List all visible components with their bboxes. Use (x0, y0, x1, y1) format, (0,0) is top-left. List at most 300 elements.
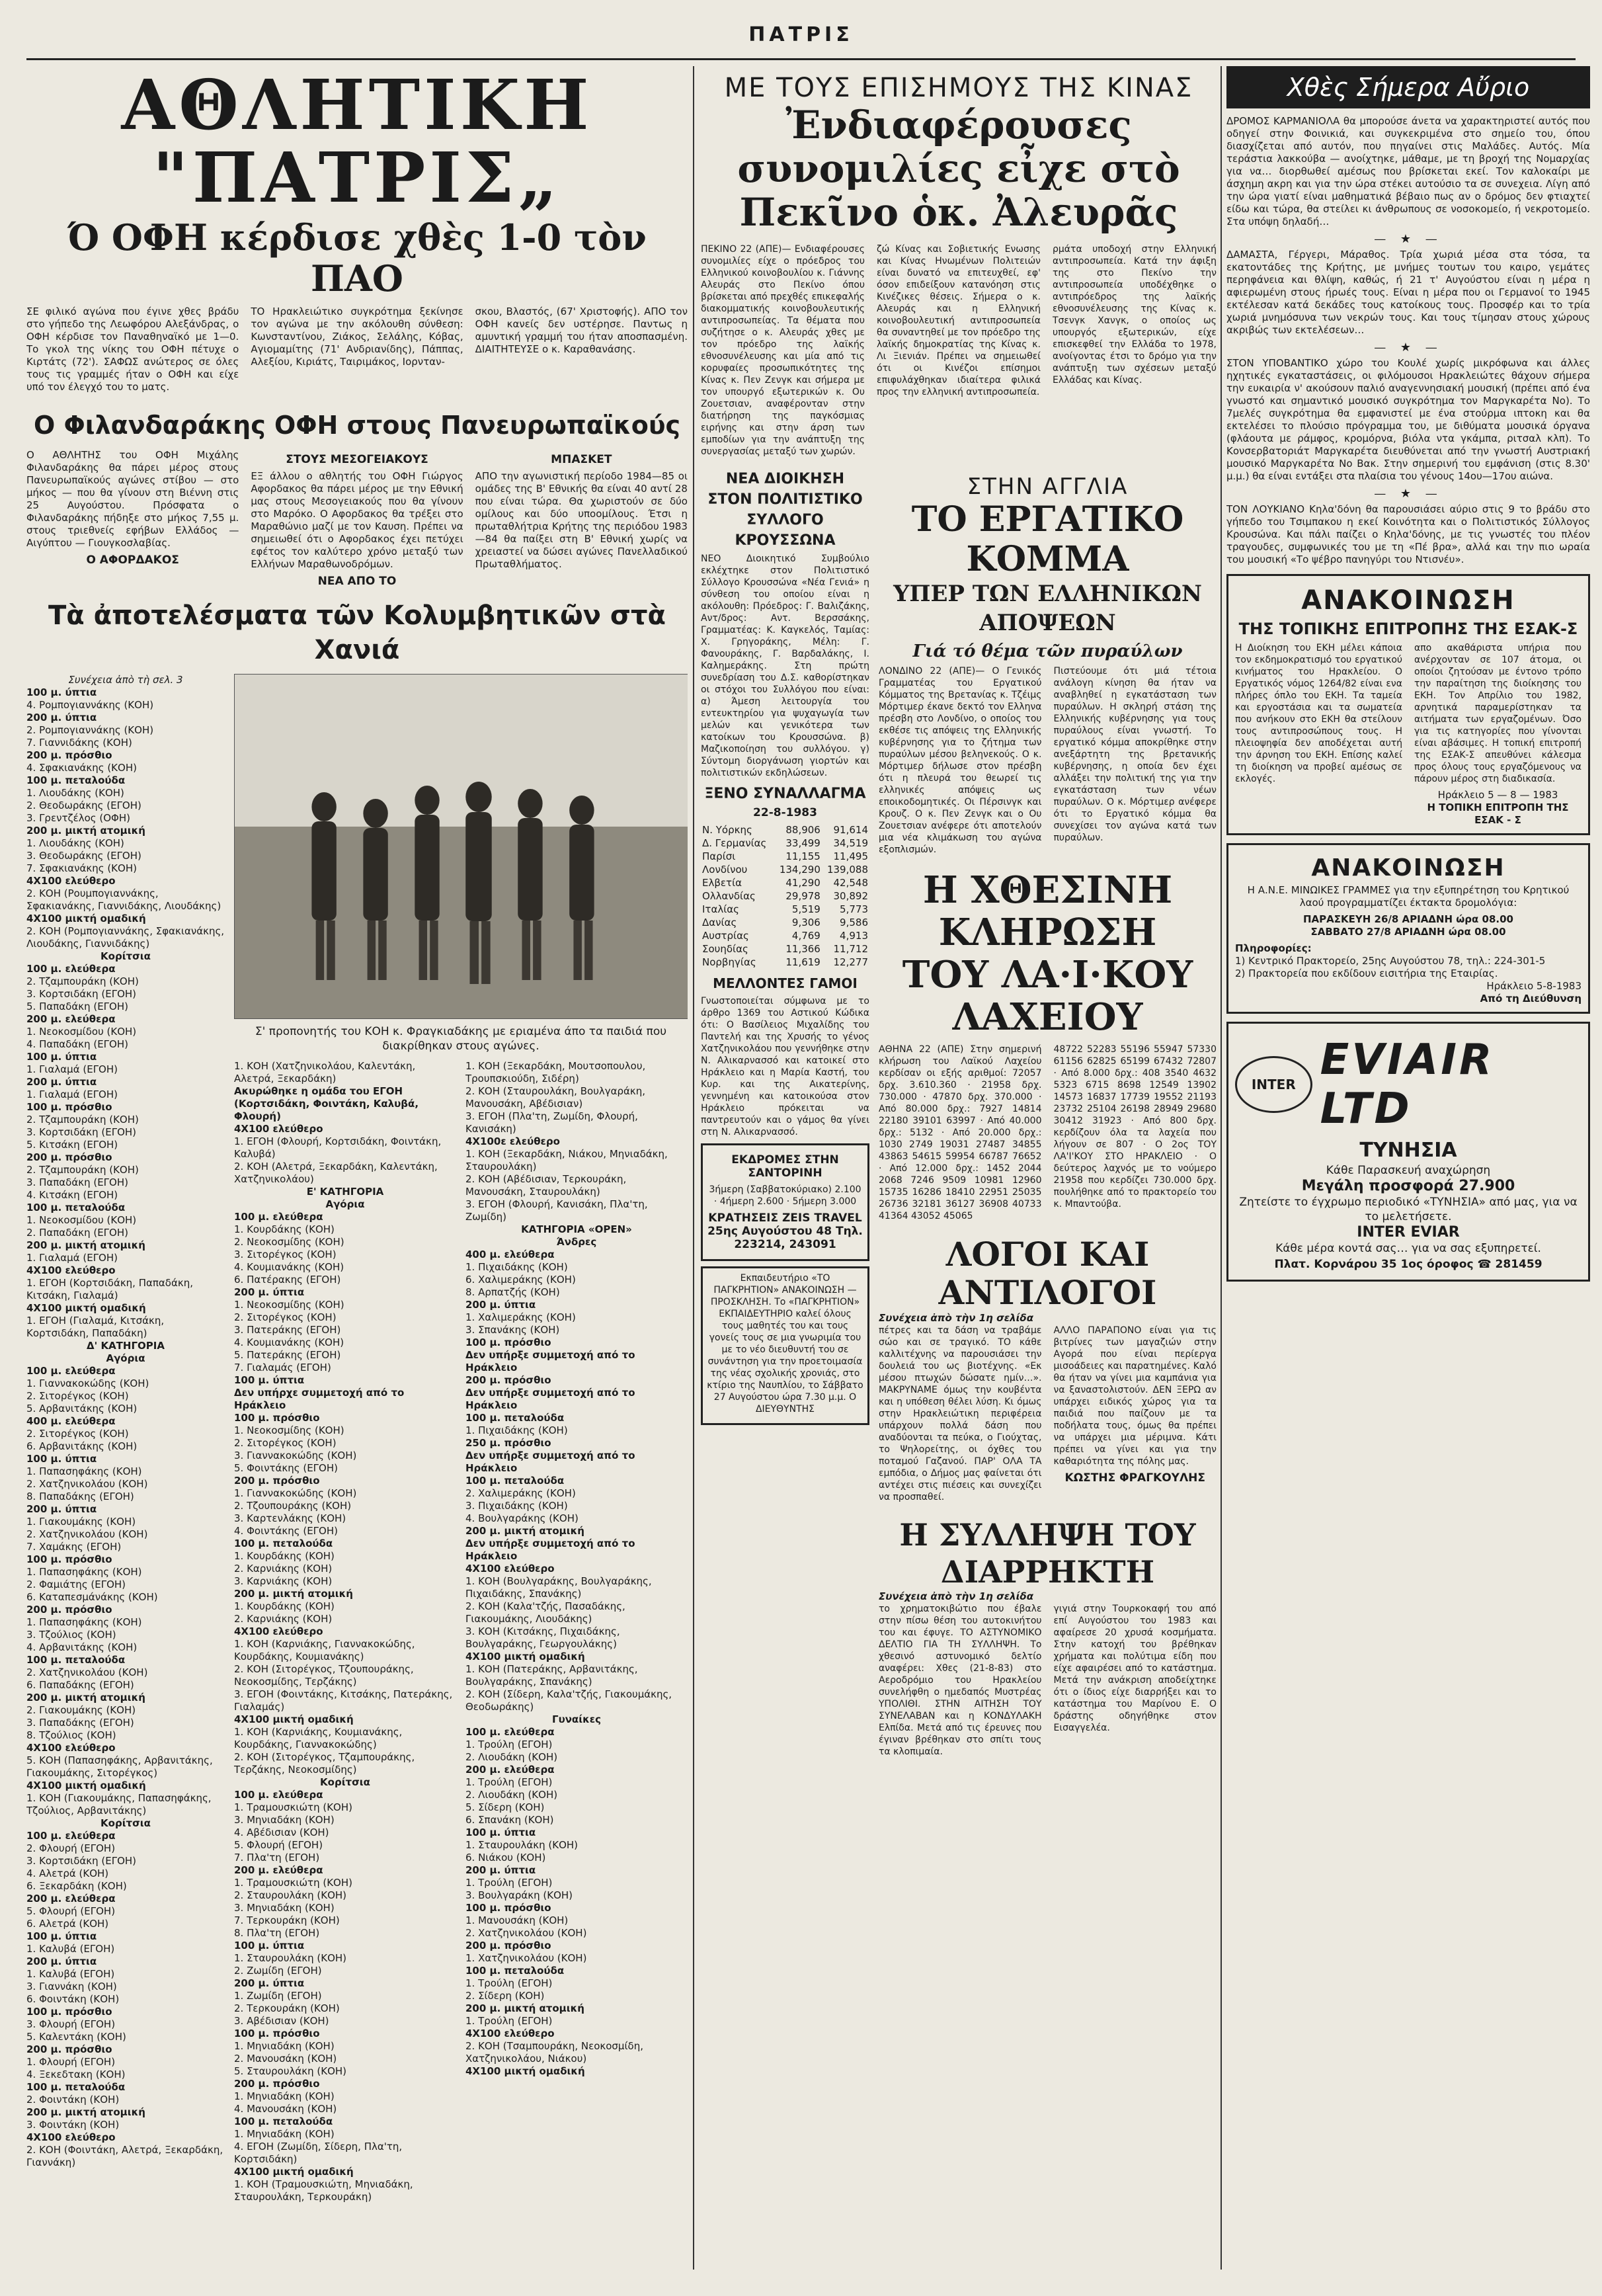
result-line: 3. Μηνιαδάκη (ΚΟΗ) (234, 1814, 335, 1826)
result-line: 200 μ. μικτή ατομική (465, 1525, 584, 1537)
result-line: 3. Παπαδάκης (ΕΓΟΗ) (26, 1717, 134, 1729)
fx-row (701, 903, 869, 916)
result-line: 200 μ. πρόσθιο (465, 1374, 551, 1386)
result-line: 100 μ. ύπτια (234, 1940, 305, 1951)
masthead (26, 12, 1576, 60)
fx-sell: 30,892 (833, 890, 868, 902)
result-line: 100 μ. πρόσθιο (234, 2028, 320, 2039)
photo-caption: Σ' προπονητής του ΚΟΗ κ. Φραγκιαδάκης με εριαμένα άπο τα παιδιά που διακρίθηκαν στους αγώνες. (255, 1025, 667, 1053)
right-subcolumn (879, 467, 1217, 1762)
result-line: 100 μ. πεταλούδα (26, 2081, 126, 2093)
result-line: 2. ΚΟΗ (Καλα'τζής, Πασαδάκης, Γιακουμάκης, Λιουδάκης) (465, 1600, 625, 1625)
announcement-title: ΑΝΑΚΟΙΝΩΣΗ (1311, 854, 1505, 882)
result-line: Δεν υπήρξε συμμετοχή από το Ηράκλειο (465, 1387, 635, 1411)
article-text: ΑΘΗΝΑ 22 (ΑΠΕ) Στην σημερινή κλήρωση του Λαϊκού Λαχείου κερδίσαν οι εξής αριθμοί: 72057 δρχ. 3.610.360 · 21958 δρχ. 730.000 · 47870 δρχ. 370.000 · Από 80.000 δρχ.: 7927 14814 22180 39101 63997 · Από 40.000 δρχ.: 5132 · Από 20.000 δρχ.: 1030 2749 19031 27487 34855 43863 54615 59954 66787 76652 · Από 12.000 δρχ.: 1452 2044 2068 7246 9509 10981 12960 15735 16286 18410 22951 25035 26736 32181 36127 36908 40733 41364 43052 45065 (879, 1044, 1042, 1221)
trip-prices: 3ήμερη (Σαββατοκύριακο) 2.100 · 4ήμερη 2.600 · 5ήμερη 3.000 (709, 1184, 861, 1207)
result-line: 1. Τραμουσκιώτη (ΚΟΗ) (234, 1877, 352, 1889)
result-line: 6. Αλετρά (ΚΟΗ) (26, 1918, 109, 1930)
separator: — ★ — (1374, 341, 1443, 354)
result-line: 1. ΚΟΗ (Καρνιάκης, Κουμιανάκης, Κουρδάκης, Γιαννακοκώδης) (234, 1726, 403, 1750)
result-line: 6. Νιάκου (ΚΟΗ) (465, 1852, 546, 1864)
article-text: ΔΡΟΜΟΣ ΚΑΡΜΑΝΙΟΛΑ θα μπορούσε άνετα να χαρακτηριστεί αυτός που οδηγεί στην Φοινικιά, και συγκεκριμένα στο σημείο του, όπου διασχίζεται από αυτόν, που πηγαίνει στις Μαλάδες. Αυτός. Μία τεράστια λακκούβα — ανοίχτηκε, μάθαμε, με τη βροχή της Νομαρχίας για να… διορθωθεί αμέσως που βρίσκεται εκεί. Τον καλοκαίρι με άσχημη ακρη και για την ώρα στέκει αυτούσιο τα σε συνεχεια. Λίγη από την ώρα γιατί είναι μαθηματικά βέβαιο πως αν ο δρόμος δεν φτιαχτεί είδω και τώρα, θα στείλει κι άνθρωπους σε νοσοκομείο, ή νεκροτομείο. Στα υπόψη δηλαδή… (1226, 115, 1590, 227)
sub-heading: ΣΤΟΥΣ ΜΕΣΟΓΕΙΑΚΟΥΣ (286, 453, 428, 466)
result-line: Δεν υπήρξε συμμετοχή από το Ηράκλειο (465, 1450, 635, 1474)
sports-main-title: ΑΘΛΗΤΙΚΗ "ΠΑΤΡΙΣ„ (121, 66, 593, 218)
fx-sell: 139,088 (826, 864, 868, 876)
result-line: 1. ΚΟΗ (Χατζηνικολάου, Καλεντάκη, Αλετρά, Ξεκαρδάκη) (234, 1060, 416, 1085)
fx-name: Λονδίνου (702, 864, 748, 876)
sub-heading: ΜΠΑΣΚΕΤ (551, 453, 612, 466)
right-section (1226, 66, 1590, 2270)
result-line: 4. Μανουσάκη (ΚΟΗ) (234, 2103, 337, 2115)
result-line: 4. Κιτσάκη (ΕΓΟΗ) (26, 1189, 118, 1201)
result-line: 5. Κιτσάκη (ΕΓΟΗ) (26, 1139, 118, 1151)
result-line: 2. ΚΟΗ (Σιτορέγκος, Τζαμπουράκης, Τερζάκης, Νεοκοσμίδης) (234, 1751, 415, 1776)
result-line: 200 μ. ύπτια (465, 1864, 536, 1876)
result-line: 2. ΚΟΗ (Σίδερη, Καλα'τζής, Γιακουμάκης, Θεοδωράκης) (465, 1688, 672, 1713)
fx-sell: 5,773 (840, 903, 868, 915)
fx-buy: 4,769 (791, 930, 821, 942)
result-line: 100 μ. ύπτια (465, 1826, 536, 1838)
result-line: 3. Σιτορέγκος (ΚΟΗ) (234, 1249, 337, 1260)
result-line: 8. Αρπατζής (ΚΟΗ) (465, 1286, 560, 1298)
result-line: 2. Σταυρουλάκη (ΚΟΗ) (234, 1889, 347, 1901)
result-line: 2. Θεοδωράκης (ΕΓΟΗ) (26, 800, 141, 811)
result-line: 1. Τρούλη (ΕΓΟΗ) (465, 1977, 553, 1989)
middle-section (701, 66, 1217, 2270)
result-line: 400 μ. ελεύθερα (26, 1415, 116, 1427)
trip-box (701, 1143, 869, 1261)
result-line: 4. Ρομπογιαννάκης (ΚΟΗ) (26, 699, 154, 711)
result-line: 1. Μανουσάκη (ΚΟΗ) (465, 1914, 569, 1926)
result-line: 100 μ. ελεύθερα (26, 1830, 116, 1842)
result-line: 5. Σταυρουλάκη (ΚΟΗ) (234, 2065, 347, 2077)
schedule-line: ΣΑΒΒΑΤΟ 27/8 ΑΡΙΑΔΝΗ ώρα 08.00 (1310, 926, 1506, 938)
result-line: 3. Γρεντζέλος (ΟΦΗ) (26, 812, 130, 824)
result-line: 3. Τζούλιος (ΚΟΗ) (26, 1629, 116, 1641)
result-line: 1. Φλουρή (ΕΓΟΗ) (26, 2056, 116, 2068)
result-line: 3. Γιαννακοκώδης (ΚΟΗ) (234, 1450, 357, 1461)
result-line: 200 μ. ύπτια (26, 1076, 97, 1088)
result-line: 3. Μηνιαδάκη (ΚΟΗ) (234, 1902, 335, 1914)
continued-note: Συνέχεια ἀπὸ τὴ σελ. 3 (68, 674, 183, 686)
result-line: 6. Πατέρακης (ΕΓΟΗ) (234, 1274, 341, 1286)
result-line: 200 μ. ύπτια (26, 712, 97, 723)
result-line: 1. Τρούλη (ΕΓΟΗ) (465, 1877, 553, 1889)
result-line: 100 μ. πεταλούδα (26, 1654, 126, 1666)
result-line: 200 μ. ύπτια (26, 1955, 97, 1967)
result-line: 3. Κορτσιδάκη (ΕΓΟΗ) (26, 1855, 137, 1867)
article-text: ΣΕ φιλικό αγώνα που έγινε χθες βράδυ στο γήπεδο της Λεωφόρου Αλεξάνδρας, ο ΟΦΗ κέρδισε τον Παναθηναϊκό με 1—0. Το γκολ της νίκης του ΟΦΗ πέτυχε ο Κιρτάτς (72'). ΣΑΦΩΣ ανώτερος σε όλες τους τις γραμμές ήταν ο ΟΦΗ και είχε υπό τον έλεγχό του το ματς. (26, 306, 239, 393)
result-line: 3. ΕΓΟΗ (Πλα'τη, Ζωμίδη, Φλουρή, Κανισάκη) (465, 1110, 638, 1135)
continued-note: Συνέχεια ἀπὸ τὴν 1η σελίδα (879, 1590, 1034, 1602)
result-line: 1. Καλυβά (ΕΓΟΗ) (26, 1943, 115, 1955)
result-line: 3. ΕΓΟΗ (Φλουρή, Κανισάκη, Πλα'τη, Ζωμίδη) (465, 1198, 648, 1223)
announcement-subtitle: ΤΗΣ ΤΟΠΙΚΗΣ ΕΠΙΤΡΟΠΗΣ ΤΗΣ ΕΣΑΚ-Σ (1238, 620, 1578, 638)
labour-title-2: ΥΠΕΡ ΤΩΝ ΕΛΛΗΝΙΚΩΝ ΑΠΟΨΕΩΝ (893, 581, 1202, 636)
result-line: 2. Φλουρή (ΕΓΟΗ) (26, 1842, 116, 1854)
fx-date: 22-8-1983 (753, 806, 817, 819)
result-line: Δεν υπήρξε συμμετοχή από το Ηράκλειο (465, 1538, 635, 1562)
result-line: 200 μ. πρόσθιο (26, 1604, 112, 1616)
fx-title: ΞΕΝΟ ΣΥΝΑΛΛΑΓΜΑ (704, 786, 866, 802)
result-line: 1. Μηνιαδάκη (ΚΟΗ) (234, 2040, 335, 2052)
sports-lead-title: Ό ΟΦΗ κέρδισε χθὲς 1-0 τὸν ΠΑΟ (67, 216, 647, 300)
ad-line: INTER EVIAR (1357, 1224, 1460, 1241)
result-line: 2. Χαλιμεράκης (ΚΟΗ) (465, 1487, 576, 1499)
result-line: 100 μ. ύπτια (26, 1453, 97, 1465)
result-line: 1. Σταυρουλάκη (ΚΟΗ) (234, 1952, 347, 1964)
ad-title: ΤΥΝΗΣΙΑ (1359, 1139, 1457, 1162)
result-line: 100 μ. πεταλούδα (26, 1202, 126, 1213)
result-line: 8. Τζούλιος (ΚΟΗ) (26, 1729, 116, 1741)
fx-buy: 11,155 (785, 850, 821, 862)
result-line: 4. Κουμιανάκης (ΚΟΗ) (234, 1261, 344, 1273)
result-line: 1. Καλυβά (ΕΓΟΗ) (26, 1968, 115, 1980)
result-line: 2. Ρομπογιαννάκης (ΚΟΗ) (26, 724, 154, 736)
result-line: 3. Πατεράκης (ΕΓΟΗ) (234, 1324, 341, 1336)
travel-ad (1226, 1022, 1590, 1282)
result-line: 8. Πλα'τη (ΕΓΟΗ) (234, 1927, 320, 1939)
result-line: 100 μ. ελεύθερα (26, 963, 116, 975)
result-line: 4Χ100 μικτή ομαδική (465, 2065, 585, 2077)
result-line: 1. Νεοκοσμίδου (ΚΟΗ) (26, 1026, 137, 1038)
swim-results-column (26, 674, 225, 2203)
result-line: 2. ΚΟΗ (Τσαμπουράκη, Νεοκοσμίδη, Χατζηνικολάου, Νιάκου) (465, 2040, 644, 2065)
result-line: 3. Φλουρή (ΕΓΟΗ) (26, 2018, 116, 2030)
result-line: 4. Κουμιανάκης (ΚΟΗ) (234, 1336, 344, 1348)
fx-row (701, 863, 869, 876)
logo-wordmark: EVIAIR LTD (1320, 1036, 1495, 1133)
left-subcolumn (701, 467, 869, 1762)
lottery-title: Η ΧΘΕΣΙΝΗ ΚΛΗΡΩΣΗ (922, 868, 1173, 954)
result-line: 200 μ. ύπτια (465, 1299, 536, 1311)
separator: — ★ — (1374, 487, 1443, 501)
result-line: 5. Φοιντάκης (ΕΓΟΗ) (234, 1462, 338, 1474)
result-line: 2. Γιακουμάκης (ΚΟΗ) (26, 1704, 136, 1716)
article-text: ΝΕΟ Διοικητικό Συμβούλιο εκλέχτηκε στον Πολιτιστικό Σύλλογο Κρουσσώνα «Νέα Γενιά» η σύνθεση του οποίου είναι η ακόλουθη: Πρόεδρος: Γ. Βαλιζάκης, Αντ/δρος: Αντ. Βερσσάκης, Γραμματέας: Κ. Καγκελός, Ταμίας: Χ. Γρηγοράκης, Μέλη: Γ. Φανουράκης, Γ. Βαρδαλάκης, Ι. Καλημεράκης. Στη πρώτη συνεδρίαση του Δ.Σ. καθορίστηκαν οι στόχοι του Συλλόγου που είναι: α) Άμεση λειτουργία του εντευκτηρίου για ψυχαγωγία των μελών και γενικότερα των κατοίκων του Κρουσσώνα. β) Μαζικοποίηση του συλλόγου. γ) Σύντομη διοργάνωση γιορτών και πολιτιστικών εκδηλώσεων. (701, 554, 869, 778)
result-line: 6. Αρβανιτάκης (ΚΟΗ) (26, 1440, 138, 1452)
result-line: 400 μ. ελεύθερα (465, 1249, 555, 1260)
result-line: Κορίτσια (100, 1817, 151, 1829)
result-line: 4Χ100 μικτή ομαδική (234, 1713, 354, 1725)
result-line: 2. Καρνιάκης (ΚΟΗ) (234, 1613, 333, 1625)
result-line: 5. Πατεράκης (ΕΓΟΗ) (234, 1349, 341, 1361)
result-line: 5. Αρβανιτάκης (ΚΟΗ) (26, 1403, 138, 1414)
result-line: 200 μ. ύπτια (234, 1977, 305, 1989)
trip-title: ΕΚΔΡΟΜΕΣ ΣΤΗΝ ΣΑΝΤΟΡΙΝΗ (731, 1153, 839, 1180)
result-line: Ε' ΚΑΤΗΓΟΡΙΑ (306, 1186, 384, 1198)
ad-line: Μεγάλη προσφορά 27.900 (1301, 1178, 1515, 1194)
fx-sell: 9,586 (840, 917, 868, 928)
trip-agency: ΚΡΑΤΗΣΕΙΣ ZEIS TRAVEL 25ης Αυγούστου 48 Τηλ. 223214, 243091 (707, 1211, 863, 1251)
article-text: ΑΛΛΟ ΠΑΡΑΠΟΝΟ είναι για τις βιτρίνες των μαγαζιών στην Αγορά που είναι περίεργα μισοάδειες και παρατημένες. Καλό θα ήταν να γίνει μια καμπάνια για να ξαναστολιστούν. ΔΕΝ ΞΕΡΩ αν υπάρχει ειδικός χώρος για τα παιδιά που παίζουν με τα ποδήλατα τους, όμως θα πρέπει να υπάρχει μια μέριμνα. Κάτι πρέπει να γίνει και για την καθαριότητα της πόλης μας. (1053, 1325, 1217, 1467)
result-line: 2. Σιτορέγκος (ΚΟΗ) (26, 1428, 129, 1440)
result-line: 4Χ100 ελεύθερο (465, 2028, 555, 2039)
result-line: 100 μ. ύπτια (26, 1051, 97, 1063)
result-line: 2. ΚΟΗ (Σταυρουλάκη, Βουλγαράκη, Μανουσάκη, Αβέδισιαν) (465, 1085, 646, 1110)
fx-sell: 11,495 (833, 850, 868, 862)
result-line: 1. ΕΓΟΗ (Φλουρή, Κορτσιδάκη, Φοιντάκη, Καλυβά) (234, 1135, 442, 1160)
result-line: 4Χ100 ελεύθερο (26, 2131, 116, 2143)
result-line: 4Χ100 μικτή ομαδική (26, 1302, 146, 1314)
result-line: 6. Σπανάκη (ΚΟΗ) (465, 1814, 554, 1826)
fx-name: Ν. Υόρκης (702, 824, 752, 836)
result-line: 3. Αβέδισιαν (ΚΟΗ) (234, 2015, 329, 2027)
result-line: 5. Παπαδάκη (ΕΓΟΗ) (26, 1001, 128, 1012)
result-line: 2. Λιουδάκη (ΚΟΗ) (465, 1751, 558, 1763)
result-line: 100 μ. ελεύθερα (234, 1789, 323, 1801)
fx-buy: 41,290 (785, 877, 821, 889)
result-line: 7. Τερκουράκη (ΚΟΗ) (234, 1914, 340, 1926)
result-line: ΚΑΤΗΓΟΡΙΑ «ΟΡΕΝ» (521, 1223, 632, 1235)
result-line: 200 μ. μικτή ατομική (26, 825, 145, 837)
result-line: 3. Γιαννάκη (ΚΟΗ) (26, 1981, 117, 1992)
result-line: 2. Σίδερη (ΚΟΗ) (465, 1990, 545, 2002)
result-line: 4Χ100 ελεύθερο (234, 1123, 323, 1135)
fx-name: Δ. Γερμανίας (702, 837, 767, 849)
result-line: 1. Μηνιαδάκη (ΚΟΗ) (234, 2128, 335, 2140)
result-line: 3. ΕΓΟΗ (Φοιντάκης, Κιτσάκης, Πατεράκης, Γιαλαμάς) (234, 1688, 453, 1713)
ad-line: Κάθε Παρασκευή αναχώρηση (1326, 1164, 1491, 1177)
result-line: 200 μ. μικτή ατομική (26, 1239, 145, 1251)
fx-row (701, 850, 869, 863)
result-line: 3. Θεοδωράκης (ΕΓΟΗ) (26, 850, 141, 862)
result-line: 100 μ. πεταλούδα (465, 1412, 565, 1424)
fx-row (701, 916, 869, 929)
result-line: Κορίτσια (100, 950, 151, 962)
result-line: 4. Σφακιανάκης (ΚΟΗ) (26, 762, 137, 774)
result-line: 4Χ100 ελεύθερο (26, 1264, 116, 1276)
article-text: Γνωστοποιείται σύμφωνα με το άρθρο 1369 του Αστικού Κώδικα ότι: Ο Βασίλειος Μιχαλίδης του Παντελή και της Χρυσής το γένος Χατζηνικολάου που γεννήθηκε στην Ν. Αλικαρνασσό και κατοικεί στο Ηράκλειο και η Μαρία Καστή, του Κυρ. και της Αικατερίνης, γεννημένη και κατοικούσα στον Ηράκλειο πρόκειται να παντρευτούν και ο γάμος θα γίνει στη Ν. Αλικαρνασσό. (701, 996, 869, 1137)
result-line: 2. Χατζηνικολάου (ΚΟΗ) (26, 1478, 148, 1490)
result-line: 2. Χατζηνικολάου (ΚΟΗ) (26, 1666, 148, 1678)
result-line: 100 μ. ύπτια (26, 1930, 97, 1942)
fx-buy: 33,499 (785, 837, 821, 849)
announcement-signature: Από τη Διεύθυνση (1480, 993, 1582, 1004)
result-line: 7. Σφακιανάκης (ΚΟΗ) (26, 862, 137, 874)
result-line: 3. Καρτενλάκης (ΚΟΗ) (234, 1512, 346, 1524)
result-line: 4. Φοιντάκης (ΕΓΟΗ) (234, 1525, 338, 1537)
result-line: 1. Κουρδάκης (ΚΟΗ) (234, 1600, 335, 1612)
result-line: 3. ΚΟΗ (Κιτσάκης, Πιχαιδάκης, Βουλγαράκης, Γεωργουλάκης) (465, 1625, 620, 1650)
article-text: Η Διοίκηση του ΕΚΗ μέλει κάποια τον εκδημοκρατισμό του εργατικού κινήματος του Ηρακλείου. Ο Εργατικός νόμος 1264/82 είναι ενα πλήρες όπλο του ΕΚΗ. Τα ταμεία και εργοστάσια και τα σωματεία που ανήκουν στο ΕΚΗ θα στείλουν τους αντιπροσώπους τους. Η πλειοψηφία δεν αποδέχεται αυτή την άρνηση του ΕΚΗ. Επίσης καλεί τη διοίκηση να προβεί αμέσως σε εκλογές. (1235, 643, 1402, 784)
result-line: 1. ΚΟΗ (Καρνιάκης, Γιαννακοκώδης, Κουρδάκης, Κουμιανάκης) (234, 1638, 415, 1662)
result-line: 1. Γιαλαμά (ΕΓΟΗ) (26, 1063, 118, 1075)
result-line: 3. Καρνιάκης (ΚΟΗ) (234, 1575, 333, 1587)
result-line: 1. Τρούλη (ΕΓΟΗ) (465, 2015, 553, 2027)
announcement-date: Ηράκλειο 5 — 8 — 1983 (1437, 789, 1558, 801)
arrest-title: Η ΣΥΛΛΗΨΗ ΤΟΥ ΔΙΑΡΡΗΚΤΗ (899, 1517, 1196, 1590)
result-line: 4. Αλετρά (ΚΟΗ) (26, 1867, 109, 1879)
result-line: 1. Πιχαιδάκης (ΚΟΗ) (465, 1424, 568, 1436)
info-line: 1) Κεντρικό Πρακτορείο, 25ης Αυγούστου 78, τηλ.: 224-301-5 (1235, 955, 1546, 967)
article-text: ΔΑΜΑΣΤΑ, Γέργερι, Μάραθος. Τρία χωριά μέσα στα τόσα, τα εκατοντάδες της Κρήτης, με μνήμες τουτων του καιρο, γεμάτες περηφάνεια και θλίψη, καθώς, ή 21 τ' Αυγούστου είναι η μέρα η αφιερωμένη στους ήρωές τους. Είναι η μέρα που οι Γερμανοί το 1945 εκτέλεσαν κατά δεκάδες τους κατοίκους τους. Προσφέρ και το τρία χωριά μνημόσυνα των νεκρών τους. Και τους τίμησαν στους χώρους ακριβώς των εκτελέσεων… (1226, 249, 1590, 336)
result-line: 200 μ. πρόσθιο (234, 2078, 320, 2090)
result-line: 200 μ. μικτή ατομική (465, 2002, 584, 2014)
result-line: 1. Παπασηφάκης (ΚΟΗ) (26, 1465, 142, 1477)
school-notice: Εκπαιδευτήριο «ΤΟ ΠΑΓΚΡΗΤΙΟΝ» ΑΝΑΚΟΙΝΩΣΗ — ΠΡΟΣΚΛΗΣΗ. Το «ΠΑΓΚΡΗΤΙΟΝ» ΕΚΠΑΙΔΕΥΤΗΡΙΟ καλεί όλους τους μαθητές του και τους γονείς τους σε μια γνωριμία του με το νέο διευθυντή του σε συνάντηση για την προετοιμασία της νέας σχολικής χρονιάς, στο κτίριο της Ναυπλίου, το Σάββατο 27 Αυγούστου ώρα 7.30 μ.μ. Ο ΔΙΕΥΘΥΝΤΗΣ (707, 1273, 863, 1414)
result-line: 2. Φοιντάκη (ΚΟΗ) (26, 2094, 120, 2106)
fx-buy: 9,306 (791, 917, 821, 928)
ad-line: Ζητείστε το έγχρωμο περιοδικό «ΤΥΝΗΣΙΑ» από μας, για να το μελετήσετε. (1239, 1196, 1578, 1223)
fx-buy: 5,519 (791, 903, 821, 915)
fx-buy: 88,906 (785, 824, 821, 836)
result-line: 100 μ. πρόσθιο (26, 1101, 112, 1113)
result-line: 2. Σιτορέγκος (ΚΟΗ) (234, 1311, 337, 1323)
result-line: Αγόρια (106, 1352, 145, 1364)
result-line: 200 μ. ελεύθερα (234, 1864, 323, 1876)
swim-results-list (26, 686, 225, 2169)
result-line: 5. Καλεντάκη (ΚΟΗ) (26, 2031, 126, 2043)
byline: ΝΕΑ ΑΠΟ ΤΟ (317, 575, 397, 588)
result-line: Δεν υπήρχε συμμετοχή από το Ηράκλειο (234, 1387, 405, 1411)
announcement-box (1226, 574, 1590, 835)
fx-row (701, 956, 869, 969)
result-line: 4Χ100 ελεύθερο (465, 1563, 555, 1575)
result-line: 1. ΚΟΗ (Γιακουμάκης, Παπασηφάκης, Τζούλιος, Αρβανιτάκης) (26, 1792, 212, 1817)
fx-name: Ολλανδίας (702, 890, 756, 902)
result-line: 1. Χαλιμεράκης (ΚΟΗ) (465, 1311, 576, 1323)
result-line: 1. Πιχαιδάκης (ΚΟΗ) (465, 1261, 568, 1273)
result-line: 100 μ. πεταλούδα (465, 1965, 565, 1977)
result-line: 1. Παπασηφάκης (ΚΟΗ) (26, 1566, 142, 1578)
result-line: 2. Τερκουράκη (ΚΟΗ) (234, 2002, 340, 2014)
announcement-date: Ηράκλειο 5-8-1983 (1486, 980, 1582, 992)
result-line: 7. Πλα'τη (ΕΓΟΗ) (234, 1852, 320, 1864)
result-line: 200 μ. πρόσθιο (234, 1475, 320, 1487)
result-line: 4Χ100 μικτή ομαδική (234, 2166, 354, 2178)
result-line: 100 μ. πεταλούδα (465, 1475, 565, 1487)
fx-row (701, 889, 869, 903)
sports-sub-title: Ο Φιλανδαράκης ΟΦΗ στους Πανευρωπαϊκούς (33, 411, 681, 440)
article-text: σκου, Βλαστός, (67' Χριστοφής). ΑΠΟ τον ΟΦΗ κανείς δεν υστέρησε. Παντως η αμυντική γραμμή του ήταν αποσπασμένη. ΔΙΑΙΤΗΤΕΥΣΕ ο κ. Καραθανάσης. (475, 306, 688, 355)
announcement-title: ΑΝΑΚΟΙΝΩΣΗ (1301, 585, 1515, 616)
separator: — ★ — (1374, 232, 1443, 246)
swimmers-photo-illustration (235, 675, 688, 1018)
result-line: 2. Ζωμίδη (ΕΓΟΗ) (234, 1965, 322, 1977)
result-line: 6. Καταπεσμάνάκης (ΚΟΗ) (26, 1591, 158, 1603)
result-line: 1. Τρούλη (ΕΓΟΗ) (465, 1776, 553, 1788)
team-photo (234, 674, 688, 1019)
info-line: 2) Πρακτορεία που εκδίδουν εισιτήρια της Εταιρίας. (1235, 967, 1498, 979)
result-line: 2. Σιτορέγκος (ΚΟΗ) (26, 1390, 129, 1402)
labour-kicker: ΣΤΗΝ ΑΓΓΛΙΑ (967, 473, 1129, 500)
result-line: 4Χ100 ελεύθερο (26, 875, 116, 887)
fx-row (701, 929, 869, 942)
result-line: 200 μ. ελεύθερα (465, 1764, 555, 1776)
continued-note: Συνέχεια ἀπὸ τὴν 1η σελίδα (879, 1312, 1034, 1324)
result-line: 1. ΚΟΗ (Πατεράκης, Αρβανιτάκης, Βουλγαράκης, Σπανάκης) (465, 1663, 638, 1688)
column-rule (693, 66, 694, 2270)
result-line: 200 μ. ελεύθερα (26, 1013, 116, 1025)
result-line: 3. Βουλγαράκη (ΚΟΗ) (465, 1889, 573, 1901)
result-line: 4Χ100 ελεύθερο (234, 1625, 323, 1637)
result-line: 4. Βουλγαράκης (ΚΟΗ) (465, 1512, 579, 1524)
result-line: 100 μ. πρόσθιο (26, 1553, 112, 1565)
result-line: 4. Παπαδάκη (ΕΓΟΗ) (26, 1038, 128, 1050)
fx-row (701, 823, 869, 837)
result-line: 5. Φλουρή (ΕΓΟΗ) (26, 1905, 116, 1917)
swim-title: Τὰ ἀποτελέσματα τῶν Κολυμβητικῶν στὰ Χανιά (48, 600, 666, 665)
china-kicker: ΜΕ ΤΟΥΣ ΕΠΙΣΗΜΟΥΣ ΤΗΣ ΚΙΝΑΣ (724, 73, 1193, 103)
article-text: το χρηματοκιβώτιο που έβαλε στην πίσω θέση του αυτοκινήτου του και έφυγε. ΤΟ ΑΣΤΥΝΟΜΙΚΟ ΔΕΛΤΙΟ ΓΙΑ ΤΗ ΣΥΛΛΗΨΗ. Το χθεσινό αστυνομικό δελτίο αναφέρει: Χθες (21-8-83) στο Αεροδρόμιο του Ηρακλείου συνελήφθη ο ημεδαπός Μυστρέας ΥΠΟΛΙΘΙ. ΣΤΗΝ ΑΙΤΗΣΗ ΤΟΥ ΣΥΝΕΛΑΒΑΝ και η ΚΟΝΔΥΛΑΚΗ Ελπίδα. Μετά από τις έρευνες που έγιναν βρέθηκαν στο σπίτι τους τα κλοπιμαία. (879, 1604, 1042, 1757)
result-line: 200 μ. πρόσθιο (26, 2043, 112, 2055)
result-line: 8. Παπαδάκης (ΕΓΟΗ) (26, 1491, 134, 1502)
result-line: 1. ΕΓΟΗ (Κορτσιδάκη, Παπαδάκη, Κιτσάκη, Γιαλαμά) (26, 1277, 193, 1301)
result-line: 7. Γιαννιδάκης (ΚΟΗ) (26, 737, 132, 749)
fx-sell: 12,277 (833, 956, 868, 968)
result-line: Αγόρια (325, 1198, 365, 1210)
fx-buy: 11,619 (785, 956, 821, 968)
result-line: 2. Τζουπουράκης (ΚΟΗ) (234, 1500, 352, 1512)
board-title: ΝΕΑ ΔΙΟΙΚΗΣΗ (725, 471, 845, 487)
article-text: Ο ΑΘΛΗΤΗΣ του ΟΦΗ Μιχάλης Φιλανδαράκης θα πάρει μέρος στους Πανευρωπαϊκούς αγώνες στίβου — στο μήκος — που θα γίνουν στη Βιέννη στις 25 Αυγούστου. Πρόσφατα ο Φιλανδαράκης πήδηξε στο μήκος 7,55 μ. στους τριεθνείς εφήβων Ελλάδος — Αιγύπτου — Γιουγκοσλαβίας. (26, 449, 239, 549)
result-line: 1. Παπασηφάκης (ΚΟΗ) (26, 1616, 142, 1628)
result-line: 4. Αβέδισιαν (ΚΟΗ) (234, 1826, 329, 1838)
article-text: ΛΟΝΔΙΝΟ 22 (ΑΠΕ)— Ο Γενικός Γραμματέας του Εργατικού Κόμματος της Βρετανίας κ. Τζέιμς Μόρτιμερ έκανε δεκτό τον Ελληνα πρέσβη στο Λονδίνο, ο οποίος του εκθέσε τις απόψεις της Ελληνικής κυβέρνησης για το ζήτημα των πυραύλων μέσου βεληνεκούς. Ο κ. Μόρτιμερ δήλωσε στον πρέσβη ότι η πλευρά του θεωρεί τις ελληνικές απόψεις ως εποικοδομητικές. Οι Πέρσινγκ και Κρουζ. Ο κ. Πεν Ζενγκ και ο Ου Ζουετσιαν ανέφερε ότι αποτελούν μια νέα κλιμάκωση του αγώνα εξοπλισμών. (879, 666, 1042, 855)
inter-globe-icon: INTER (1235, 1056, 1312, 1113)
result-line: 4Χ100 μικτή ομαδική (26, 913, 146, 924)
result-line: 100 μ. πεταλούδα (26, 774, 126, 786)
result-line: 1. Γιαννακοκώδης (ΚΟΗ) (234, 1487, 357, 1499)
result-line: 1. Γιαλαμά (ΕΓΟΗ) (26, 1088, 118, 1100)
fx-sell: 42,548 (833, 877, 868, 889)
result-line: 4. Αρβανιτάκης (ΚΟΗ) (26, 1641, 138, 1653)
result-line: 2. ΚΟΗ (Αβέδισιαν, Τερκουράκη, Μανουσάκη, Σταυρουλάκη) (465, 1173, 627, 1198)
article-text: 48722 52283 55196 55947 57330 61156 62825 65199 67432 72807 · Από 8.000 δρχ.: 408 3540 4632 5323 6715 8698 12549 13902 14573 16837 17739 19552 21193 23732 25104 26198 28949 29680 30412 31923 · Από 800 δρχ. κερδίζουν όλα τα λαχεία που λήγουν σε 807 · Ο 2ος ΤΟΥ ΛΑ'Ι'ΚΟΥ ΣΤΟ ΗΡΑΚΛΕΙΟ · Ο δεύτερος λαχνός με το νούμερο 21958 που κερδίζει 730.000 δρχ. πουλήθηκε από το πρακτορείο του κ. Μπαντούβα. (1053, 1044, 1217, 1210)
result-line: 4Χ100ε ελεύθερο (465, 1135, 560, 1147)
article-text: γιγιά στην Τουρκοκαφή του από επί Αυγούστου του 1983 και αφαίρεσε 20 χρυσά κοσμήματα. Στην κατοχή του βρέθηκαν χρήματα και πολύτιμα είδη που είχε αφαιρέσει από το κατάστημα. Μετά την ανάκριση αποδείχτηκε ότι ο ίδιος είχε διαρρήξει και το κατάστημα του Μαρίνου Ε. Ο δράστης οδηγήθηκε στον Εισαγγελέα. (1053, 1604, 1217, 1733)
result-line: 2. Φαμιάτης (ΕΓΟΗ) (26, 1578, 126, 1590)
result-line: 3. Πιχαιδάκης (ΚΟΗ) (465, 1500, 568, 1512)
result-line: 100 μ. πρόσθιο (26, 2006, 112, 2018)
labour-subtitle: Γιά τό θέμα τῶν πυραύλων (912, 641, 1183, 661)
schedule-line: ΠΑΡΑΣΚΕΥΗ 26/8 ΑΡΙΑΔΝΗ ώρα 08.00 (1302, 913, 1513, 925)
fx-row (701, 942, 869, 956)
result-line: 4. ΕΓΟΗ (Ζωμίδη, Σίδερη, Πλα'τη, Κορτσιδάκη) (234, 2141, 403, 2165)
result-line: Ακυρώθηκε η ομάδα του ΕΓΟΗ (Κορτσιδάκη, Φοιντάκη, Καλυβά, Φλουρή) (234, 1085, 419, 1122)
result-line: 3. Κορτσιδάκη (ΕΓΟΗ) (26, 1126, 137, 1138)
result-line: 100 μ. πρόσθιο (234, 1412, 320, 1424)
result-line: 6. Χαλιμεράκης (ΚΟΗ) (465, 1274, 576, 1286)
board-title: ΣΤΟΝ ΠΟΛΙΤΙΣΤΙΚΟ (707, 491, 863, 508)
board-title: ΚΡΟΥΣΣΩΝΑ (735, 532, 836, 549)
result-line: 1. Κουρδάκης (ΚΟΗ) (234, 1223, 335, 1235)
byline: Ο ΑΦΟΡΔΑΚΟΣ (86, 554, 179, 567)
school-box (701, 1266, 869, 1425)
result-line: 1. Μηνιαδάκη (ΚΟΗ) (234, 2090, 335, 2102)
article-text: ΣΤΟΝ ΥΠΟΒΑΝΤΙΚΟ χώρο του Κουλέ χωρίς μικρόφωνα και άλλες ηχητικές εγκαταστάσεις, οι φιλόμουσοι Ηρακλειώτες θάχουν σήμερα την ευκαιρία ν' ακούσουν παλιό αναγεννησιακή μουσική (πρέπει από ένα γνωστό και σημαντικό μουσικό συγκρότημα τον Μαργκαρέτα Νο). Το 7μελές συγκρότημα θα εμφανιστεί με ένα στούρμα ιπτοκη και θα εκτελέσει το πλούσιο πρόγραμμα του, με διθύματα μουσικά όργανα (φλάουτα με ράμφος, κρομόρνα, βιόλα ντα γκάμπα, ριτσαλ κλπ). Το Κονσερβατοριάτ Μαργκαρέτα διευθύνεται από την γνωστή Αυστριακή μουσικό Μαργκαρέτα Νο Βακ. Στην σημερινή του εμφάνιση (στις 8.30' μ.μ.) θα είναι εντάξει στα πλαίσια του γένους 14ου—17ου αιώνα. (1226, 357, 1590, 482)
result-line: 1. Λιουδάκης (ΚΟΗ) (26, 787, 124, 799)
result-line: 1. Νεοκοσμίδης (ΚΟΗ) (234, 1424, 344, 1436)
result-line: 100 μ. ελεύθερα (26, 1365, 116, 1377)
result-line: 1. ΚΟΗ (Βουλγαράκης, Βουλγαράκης, Πιχαιδάκης, Σπανάκης) (465, 1575, 652, 1600)
sports-section (26, 66, 688, 2270)
result-line: 100 μ. ύπτια (26, 686, 97, 698)
fx-name: Ελβετία (702, 877, 742, 889)
fx-name: Ιταλίας (702, 903, 739, 915)
result-line: 3. Κορτσιδάκη (ΕΓΟΗ) (26, 988, 137, 1000)
result-line: 2. ΚΟΗ (Σιτορέγκος, Τζουπουράκης, Νεοκοσμίδης, Τερζάκης) (234, 1663, 414, 1688)
result-line: 2. ΚΟΗ (Φοιντάκη, Αλετρά, Ξεκαρδάκη, Γιαννάκη) (26, 2144, 223, 2168)
fx-name: Δανίας (702, 917, 737, 928)
fx-sell: 34,519 (833, 837, 868, 849)
info-heading: Πληροφορίες: (1235, 942, 1312, 954)
fx-name: Σουηδίας (702, 943, 748, 955)
result-line: 5. Φλουρή (ΕΓΟΗ) (234, 1839, 323, 1851)
column-rule (1221, 66, 1222, 2270)
